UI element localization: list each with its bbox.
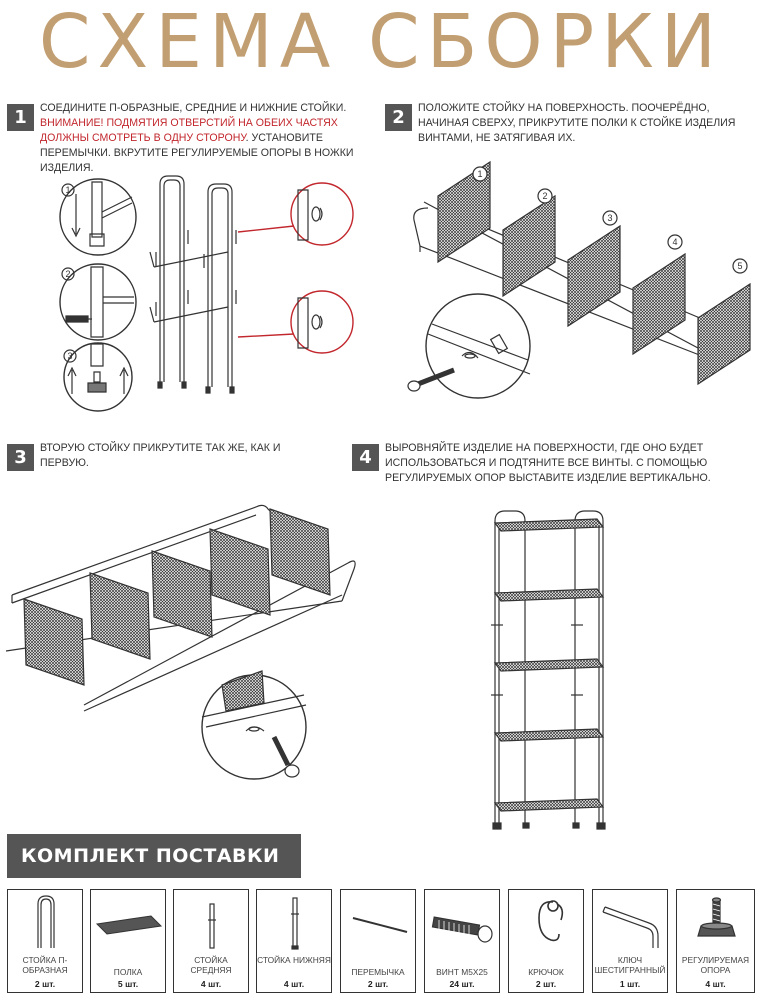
kit-item-middle-post [173, 889, 249, 993]
kit-item-qty: 1 шт. [619, 979, 641, 989]
kit-item-name: КЛЮЧ ШЕСТИГРАННЫЙ [594, 955, 666, 975]
kit-item-crossbar [340, 889, 416, 993]
kit-item-qty: 4 шт. [200, 979, 222, 989]
kit-item-qty: 24 шт. [449, 979, 475, 989]
step-2-text: ПОЛОЖИТЕ СТОЙКУ НА ПОВЕРХНОСТЬ. ПООЧЕРЁДНО, НАЧИНАЯ СВЕРХУ, ПРИКРУТИТЕ ПОЛКИ К СТОЙКЕ ИЗДЕЛИЯ ВИНТАМИ, НЕ ЗАТЯГИВАЯ ИХ. [418, 102, 736, 144]
kit-item-adjustable-foot [676, 889, 755, 993]
lower-post-icon [257, 890, 333, 950]
crossbar-icon [341, 890, 417, 950]
step-1-badge: 1 [7, 104, 34, 131]
step-1-text-after: . УСТАНОВИТЕ ПЕРЕМЫЧКИ. ВКРУТИТЕ РЕГУЛИРУЕМЫЕ ОПОРЫ В НОЖКИ ИЗДЕЛИЯ. [40, 132, 354, 174]
kit-item-shelf [90, 889, 166, 993]
step-4-illustration [485, 505, 615, 830]
page-title: СХЕМА СБОРКИ [38, 0, 724, 85]
kit-item-qty: 2 шт. [367, 979, 389, 989]
kit-item-qty: 2 шт. [34, 979, 56, 989]
step-3-badge: 3 [7, 444, 34, 471]
kit-item-name: ПОЛКА [113, 967, 143, 977]
callout-1: 1 [65, 185, 71, 195]
shelf-label-4: 4 [672, 237, 678, 247]
step-2-illustration [398, 148, 758, 408]
middle-post-icon [174, 890, 250, 950]
kit-item-qty: 4 шт. [283, 979, 305, 989]
step-3-text: ВТОРУЮ СТОЙКУ ПРИКРУТИТЕ ТАК ЖЕ, КАК И ПЕРВУЮ. [40, 442, 281, 469]
hex-key-icon [593, 890, 669, 950]
kit-item-qty: 4 шт. [705, 979, 726, 989]
kit-item-hex-key [592, 889, 668, 993]
hook-icon [509, 890, 585, 950]
step-1-warning: ВНИМАНИЕ! ПОДМЯТИЯ ОТВЕРСТИЙ НА ОБЕИХ ЧАСТЯХ ДОЛЖНЫ СМОТРЕТЬ В ОДНУ СТОРОНУ [40, 117, 338, 144]
kit-item-name: ПЕРЕМЫЧКА [351, 967, 405, 977]
screw-icon [425, 890, 501, 950]
shelf-label-5: 5 [737, 261, 743, 271]
kit-item-name: РЕГУЛИРУЕМАЯ ОПОРА [681, 955, 750, 975]
kit-item-screw [424, 889, 500, 993]
shelf-label-3: 3 [607, 213, 613, 223]
kit-item-qty: 5 шт. [117, 979, 139, 989]
kit-item-u-frame [7, 889, 83, 993]
adjustable-foot-icon [677, 890, 756, 950]
kit-item-name: СТОЙКА СРЕДНЯЯ [190, 955, 232, 975]
callout-2: 2 [65, 269, 71, 279]
step-1-text-before: СОЕДИНИТЕ П-ОБРАЗНЫЕ, СРЕДНИЕ И НИЖНИЕ СТОЙКИ. [40, 102, 347, 114]
step-3-illustration [2, 495, 362, 795]
step-4-badge: 4 [352, 444, 379, 471]
shelf-label-2: 2 [542, 191, 548, 201]
step-2-badge: 2 [385, 104, 412, 131]
shelf-icon [91, 890, 167, 950]
callout-3: 3 [67, 351, 73, 361]
shelf-label-1: 1 [477, 169, 483, 179]
kit-item-qty: 2 шт. [535, 979, 557, 989]
step-1-illustration [58, 172, 358, 412]
kit-heading: КОМПЛЕКТ ПОСТАВКИ [7, 834, 301, 878]
kit-item-name: СТОЙКА П-ОБРАЗНАЯ [22, 955, 68, 975]
step-4-text: ВЫРОВНЯЙТЕ ИЗДЕЛИЕ НА ПОВЕРХНОСТИ, ГДЕ ОНО БУДЕТ ИСПОЛЬЗОВАТЬСЯ И ПОДТЯНИТЕ ВСЕ ВИНТЫ. С ПОМОЩЬЮ РЕГУЛИРУЕМЫХ ОПОР ВЫСТАВИТЕ ИЗДЕЛИЕ ВЕРТИКАЛЬНО. [385, 442, 711, 484]
kit-item-name: КРЮЧОК [528, 967, 564, 977]
u-frame-icon [8, 890, 84, 950]
kit-item-lower-post [256, 889, 332, 993]
kit-item-name: СТОЙКА НИЖНЯЯ [257, 955, 331, 965]
step-1-text [40, 101, 370, 176]
kit-item-hook [508, 889, 584, 993]
kit-item-name: ВИНТ М5Х25 [436, 967, 488, 977]
